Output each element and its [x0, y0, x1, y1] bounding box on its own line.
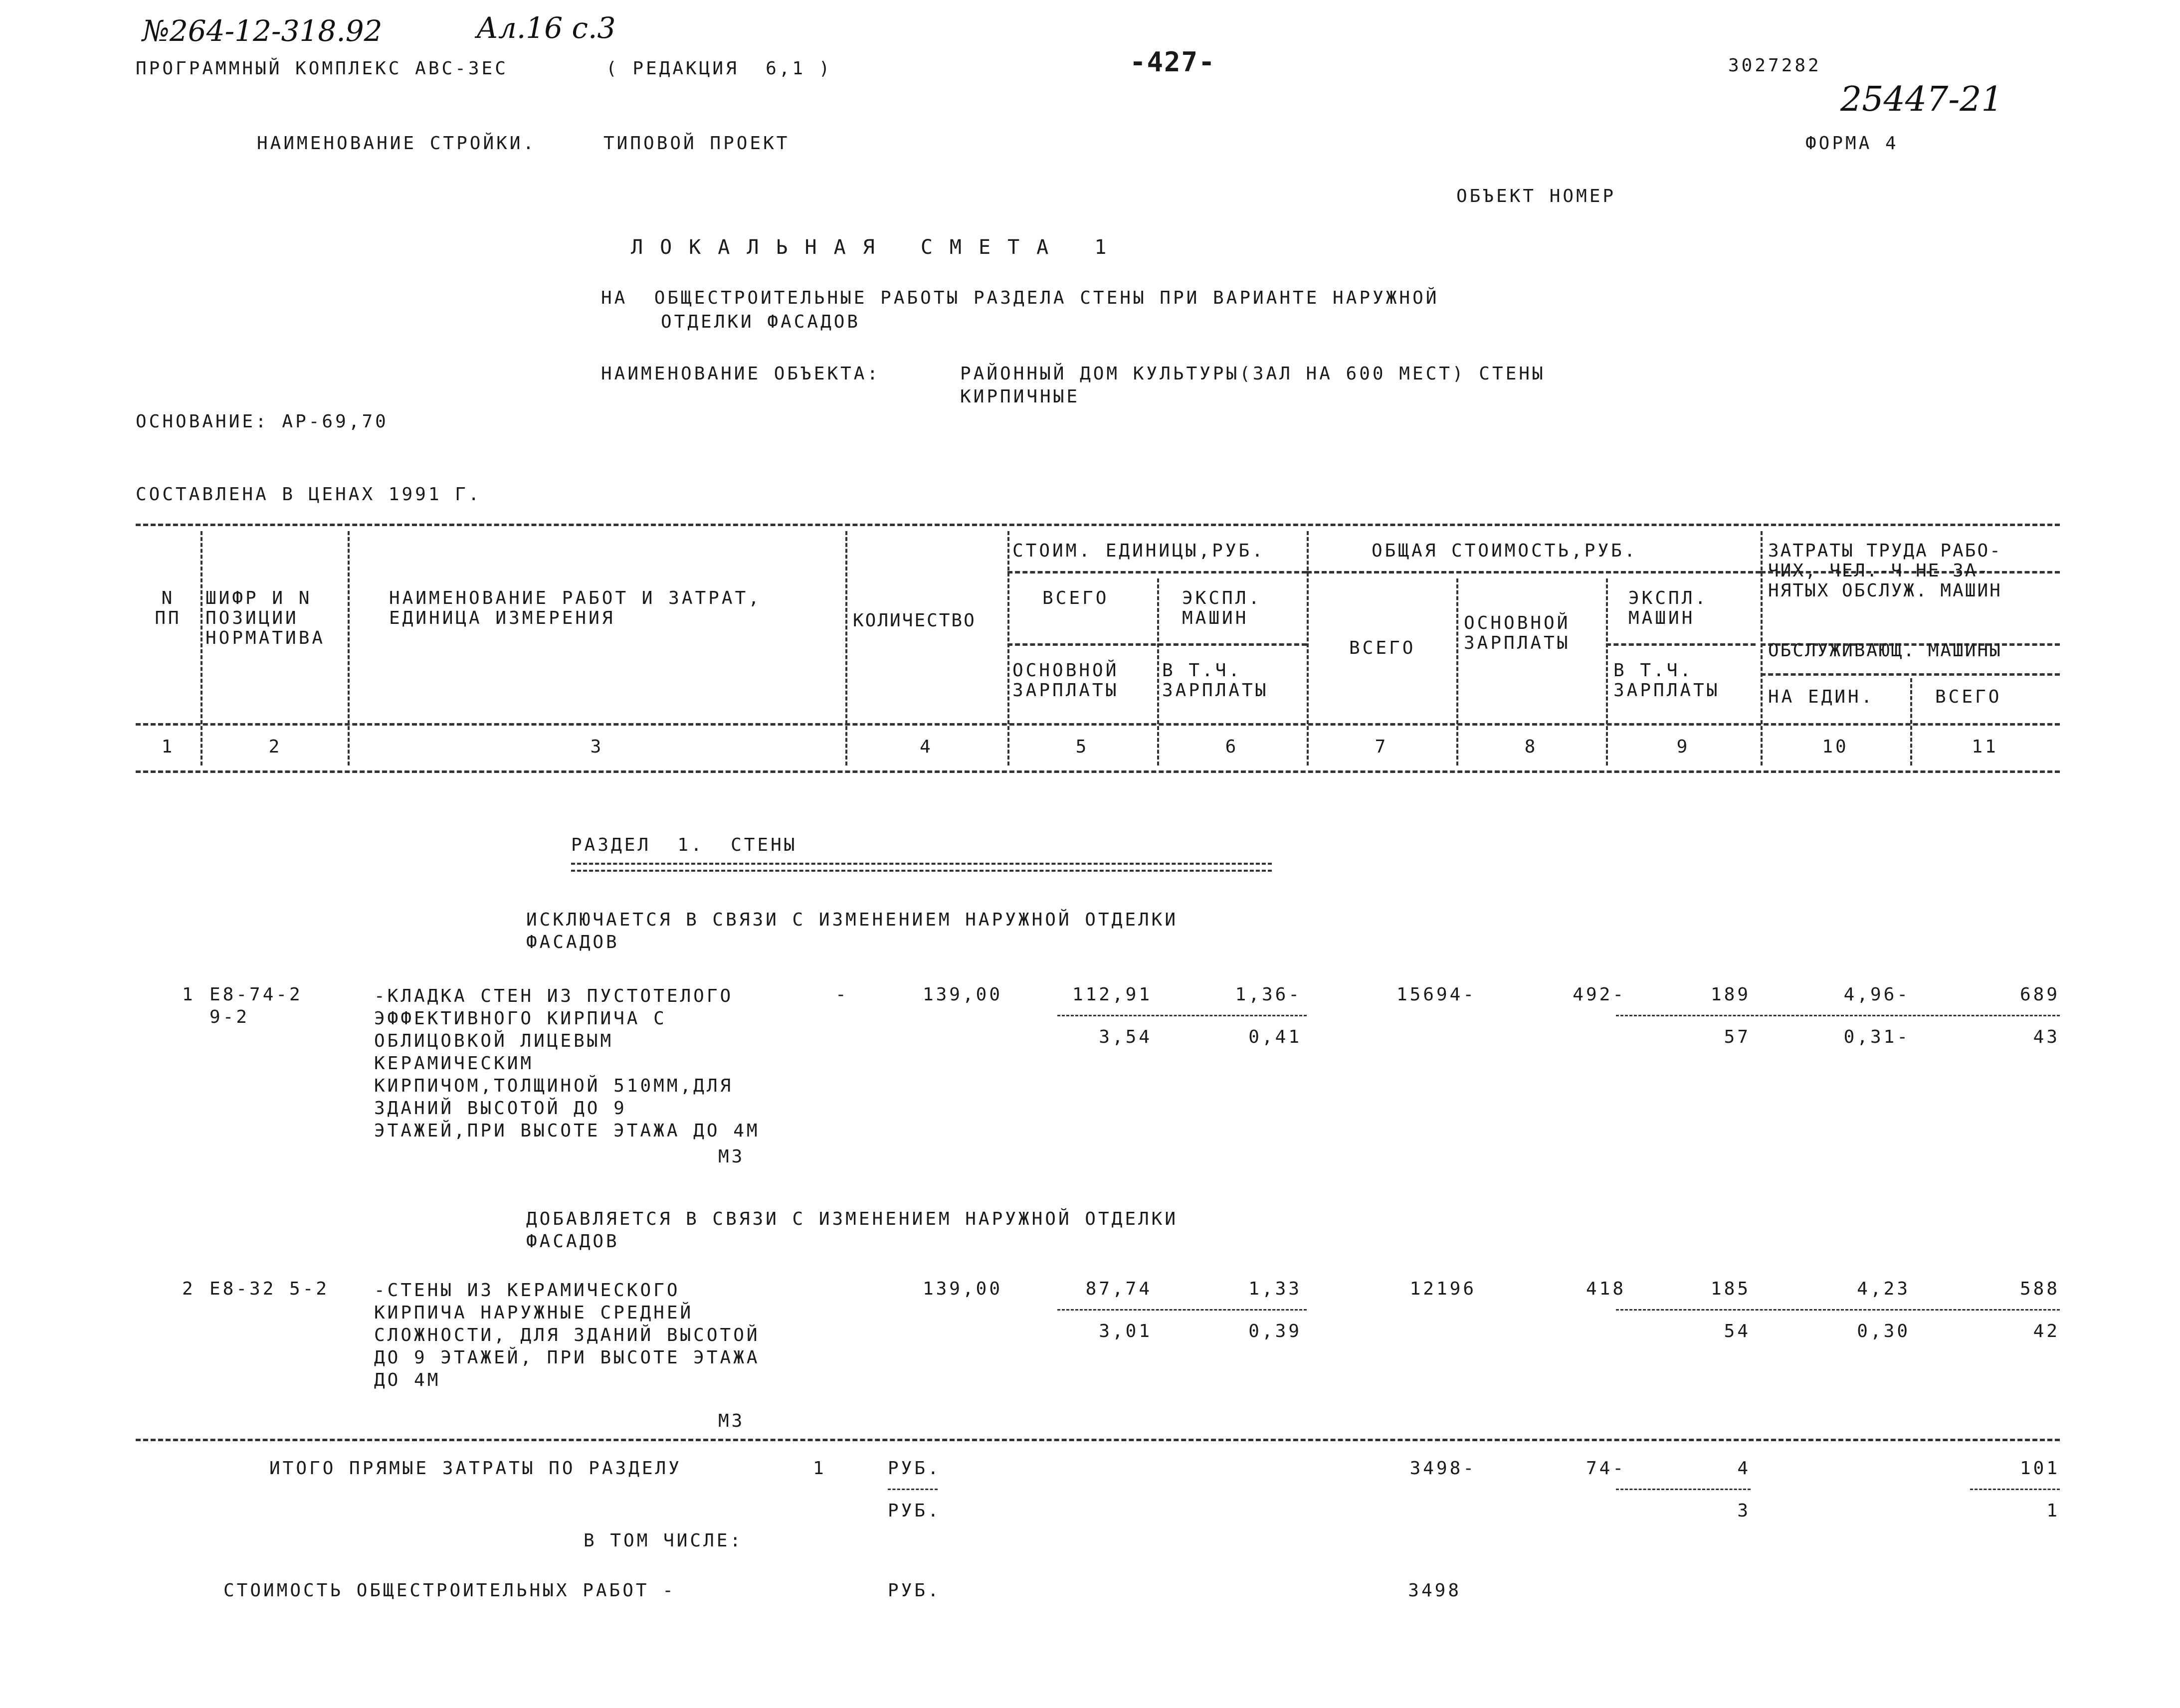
row-unit-cost-incl-wage: 0,41 [1248, 1027, 1302, 1047]
row-unit-cost-machines: 1,33 [1248, 1279, 1302, 1299]
row-total-wage: 492- [1573, 984, 1626, 1005]
excluded-note-line-1: ИСКЛЮЧАЕТСЯ В СВЯЗИ С ИЗМЕНЕНИЕМ НАРУЖНОЙ ОТДЕЛКИ [526, 910, 1179, 930]
totals-divider [1616, 1489, 1751, 1490]
col-sep [348, 531, 350, 765]
header-labor-service: ОБСЛУЖИВАЮЩ. МАШИНЫ [1768, 640, 2002, 661]
direct-costs-machines: 4 [1737, 1458, 1751, 1479]
direct-costs-total: 3498- [1409, 1458, 1476, 1479]
row-code: Е8-32 5-2 [209, 1279, 330, 1299]
row-total-machines: 185 [1710, 1279, 1751, 1299]
column-number: 9 [1676, 737, 1690, 757]
table-header-rule [136, 723, 2060, 726]
col-sep [200, 531, 202, 765]
handwritten-sheet-number: 25447-21 [1840, 80, 2003, 119]
direct-costs-rub-2: РУБ. [888, 1501, 941, 1521]
row-labor-unit: 4,23 [1857, 1279, 1910, 1299]
row-unit-cost-incl-wage: 0,39 [1248, 1321, 1302, 1341]
general-works-total: 3498 [1408, 1580, 1461, 1601]
header-unit-cost: СТОИМ. ЕДИНИЦЫ,РУБ. [1012, 541, 1265, 561]
handwritten-album-ref: Ал.16 с.3 [476, 11, 616, 45]
column-number: 11 [1972, 737, 1998, 757]
row-code: Е8-74-2 [209, 984, 303, 1005]
row-code-sub: 9-2 [209, 1007, 250, 1027]
total-cost-subrule [1307, 571, 1761, 573]
row-work-name: -СТЕНЫ ИЗ КЕРАМИЧЕСКОГО КИРПИЧА НАРУЖНЫЕ СРЕДНЕЙ СЛОЖНОСТИ, ДЛЯ ЗДАНИЙ ВЫСОТОЙ ДО 9 ЭТАЖЕЙ, ПРИ ВЫСОТЕ ЭТАЖА ДО 4М [374, 1280, 760, 1390]
row-labor-total: 588 [2019, 1279, 2060, 1299]
row-divider [1057, 1309, 1307, 1311]
column-number: 10 [1822, 737, 1849, 757]
document-code: 3027282 [1728, 55, 1821, 76]
totals-rule [136, 1439, 2060, 1441]
row-labor-unit-2: 0,30 [1857, 1321, 1910, 1341]
row-divider [1616, 1309, 2060, 1311]
row-number: 2 [182, 1279, 196, 1299]
direct-costs-wage: 74- [1585, 1458, 1626, 1479]
header-unit-cost-total: ВСЕГО [1042, 588, 1109, 608]
object-value-line-2: КИРПИЧНЫЕ [960, 386, 1080, 407]
subject-line-1: НА ОБЩЕСТРОИТЕЛЬНЫЕ РАБОТЫ РАЗДЕЛА СТЕНЫ ПРИ ВАРИАНТЕ НАРУЖНОЙ [601, 288, 1439, 308]
excluded-note-line-2: ФАСАДОВ [526, 932, 619, 952]
col-sep [1910, 678, 1912, 765]
including-label: В ТОМ ЧИСЛЕ: [584, 1530, 744, 1551]
header-unit-cost-incl-wage: В Т.Ч. ЗАРПЛАТЫ [1162, 660, 1269, 701]
header-total-cost-wage: ОСНОВНОЙ ЗАРПЛАТЫ [1464, 613, 1571, 653]
col-sep [1307, 531, 1309, 765]
general-works-rub: РУБ. [888, 1580, 941, 1601]
direct-costs-machines-wage: 3 [1737, 1501, 1751, 1521]
form-label: ФОРМА 4 [1805, 133, 1899, 154]
col-sep [1157, 578, 1159, 765]
header-total-cost-total: ВСЕГО [1349, 638, 1416, 658]
row-quantity: 139,00 [922, 1279, 1002, 1299]
section-title: РАЗДЕЛ 1. СТЕНЫ [571, 835, 797, 855]
direct-costs-rub: РУБ. [888, 1458, 941, 1479]
column-number: 7 [1375, 737, 1388, 757]
direct-costs-section: 1 [813, 1458, 826, 1479]
totals-divider [1970, 1489, 2060, 1490]
row-work-name: -КЛАДКА СТЕН ИЗ ПУСТОТЕЛОГО ЭФФЕКТИВНОГО КИРПИЧА С ОБЛИЦОВКОЙ ЛИЦЕВЫМ КЕРАМИЧЕСКИМ КИРПИЧОМ,ТОЛЩИНОЙ 510ММ,ДЛЯ ЗДАНИЙ ВЫСОТОЙ ДО 9 ЭТАЖЕЙ,ПРИ ВЫСОТЕ ЭТАЖА ДО 4М [374, 986, 760, 1141]
row-labor-total-2: 42 [2033, 1321, 2060, 1341]
added-note-line-2: ФАСАДОВ [526, 1231, 619, 1252]
header-labor: ЗАТРАТЫ ТРУДА РАБО- ЧИХ, ЧЕЛ.-Ч НЕ ЗА- НЯТЫХ ОБСЛУЖ. МАШИН [1768, 541, 2002, 601]
column-number: 1 [161, 737, 175, 757]
row-total-cost: 12196 [1409, 1279, 1476, 1299]
basis: ОСНОВАНИЕ: АР-69,70 [136, 411, 389, 432]
row-mark: - [835, 984, 849, 1005]
subject-line-2: ОТДЕЛКИ ФАСАДОВ [661, 312, 861, 332]
header-total-cost: ОБЩАЯ СТОИМОСТЬ,РУБ. [1372, 541, 1638, 561]
header-unit-cost-wage: ОСНОВНОЙ ЗАРПЛАТЫ [1012, 660, 1119, 701]
row-labor-unit: 4,96- [1843, 984, 1910, 1005]
price-level: СОСТАВЛЕНА В ЦЕНАХ 1991 Г. [136, 484, 482, 505]
row-total-incl-wage: 57 [1724, 1027, 1751, 1047]
unit-cost-subrule [1007, 571, 1307, 573]
total-machines-subrule [1606, 643, 1756, 646]
row-labor-total-2: 43 [2033, 1027, 2060, 1047]
col-sep [1606, 578, 1608, 765]
header-labor-unit: НА ЕДИН. [1768, 687, 1875, 707]
row-unit-cost-total: 112,91 [1072, 984, 1152, 1005]
column-number: 2 [268, 737, 282, 757]
col-sep [1761, 531, 1763, 765]
row-quantity: 139,00 [922, 984, 1002, 1005]
column-number: 5 [1075, 737, 1089, 757]
row-total-wage: 418 [1585, 1279, 1626, 1299]
row-labor-total: 689 [2019, 984, 2060, 1005]
labor-subrule-3 [1761, 673, 2060, 676]
program-name: ПРОГРАММНЫЙ КОМПЛЕКС АВС-3ЕС [136, 58, 508, 79]
page-number: -427- [1130, 46, 1216, 78]
col-sep [1456, 578, 1458, 765]
row-divider [1616, 1015, 2060, 1016]
header-total-cost-machines: ЭКСПЛ. МАШИН [1628, 588, 1709, 628]
row-total-machines: 189 [1710, 984, 1751, 1005]
site-label: НАИМЕНОВАНИЕ СТРОЙКИ. [257, 133, 537, 154]
row-unit-cost-machines: 1,36- [1235, 984, 1302, 1005]
column-numbers-rule [136, 770, 2060, 773]
column-number: 3 [590, 737, 604, 757]
section-underline [571, 863, 1272, 872]
direct-costs-labor: 101 [2019, 1458, 2060, 1479]
direct-costs-labor-2: 1 [2046, 1501, 2060, 1521]
column-number: 4 [920, 737, 933, 757]
col-sep [1007, 531, 1009, 765]
row-unit: М3 [718, 1411, 745, 1431]
program-edition: ( РЕДАКЦИЯ 6,1 ) [606, 58, 832, 79]
row-unit-cost-total: 87,74 [1085, 1279, 1152, 1299]
row-number: 1 [182, 984, 196, 1005]
row-divider [1057, 1015, 1307, 1016]
object-value-line-1: РАЙОННЫЙ ДОМ КУЛЬТУРЫ(ЗАЛ НА 600 МЕСТ) СТЕНЫ [960, 364, 1546, 384]
header-row-number: N ПП [155, 588, 182, 628]
header-code: ШИФР И N ПОЗИЦИИ НОРМАТИВА [205, 588, 326, 648]
col-sep [845, 531, 847, 765]
header-labor-total: ВСЕГО [1935, 687, 2002, 707]
row-labor-unit-2: 0,31- [1843, 1027, 1910, 1047]
totals-divider [888, 1489, 938, 1490]
header-work-name: НАИМЕНОВАНИЕ РАБОТ И ЗАТРАТ, ЕДИНИЦА ИЗМЕРЕНИЯ [389, 588, 762, 628]
object-label: НАИМЕНОВАНИЕ ОБЪЕКТА: [601, 364, 881, 384]
general-works-label: СТОИМОСТЬ ОБЩЕСТРОИТЕЛЬНЫХ РАБОТ - [223, 1580, 676, 1601]
row-total-cost: 15694- [1396, 984, 1476, 1005]
document-title: ЛОКАЛЬНАЯ СМЕТА 1 [631, 236, 1124, 259]
row-unit-cost-wage: 3,01 [1099, 1321, 1152, 1341]
table-top-rule [136, 524, 2060, 526]
column-number: 6 [1225, 737, 1239, 757]
direct-costs-label: ИТОГО ПРЯМЫЕ ЗАТРАТЫ ПО РАЗДЕЛУ [269, 1458, 682, 1479]
object-number-label: ОБЪЕКТ НОМЕР [1456, 186, 1616, 206]
added-note-line-1: ДОБАВЛЯЕТСЯ В СВЯЗИ С ИЗМЕНЕНИЕМ НАРУЖНОЙ ОТДЕЛКИ [526, 1209, 1179, 1229]
site-value: ТИПОВОЙ ПРОЕКТ [603, 133, 790, 154]
row-unit: М3 [718, 1146, 745, 1167]
header-total-cost-incl-wage: В Т.Ч. ЗАРПЛАТЫ [1613, 660, 1720, 701]
header-unit-cost-machines: ЭКСПЛ. МАШИН [1182, 588, 1262, 628]
handwritten-doc-number: №264-12-318.92 [142, 14, 383, 48]
header-quantity: КОЛИЧЕСТВО [853, 610, 976, 631]
column-number: 8 [1524, 737, 1538, 757]
row-unit-cost-wage: 3,54 [1099, 1027, 1152, 1047]
row-total-incl-wage: 54 [1724, 1321, 1751, 1341]
